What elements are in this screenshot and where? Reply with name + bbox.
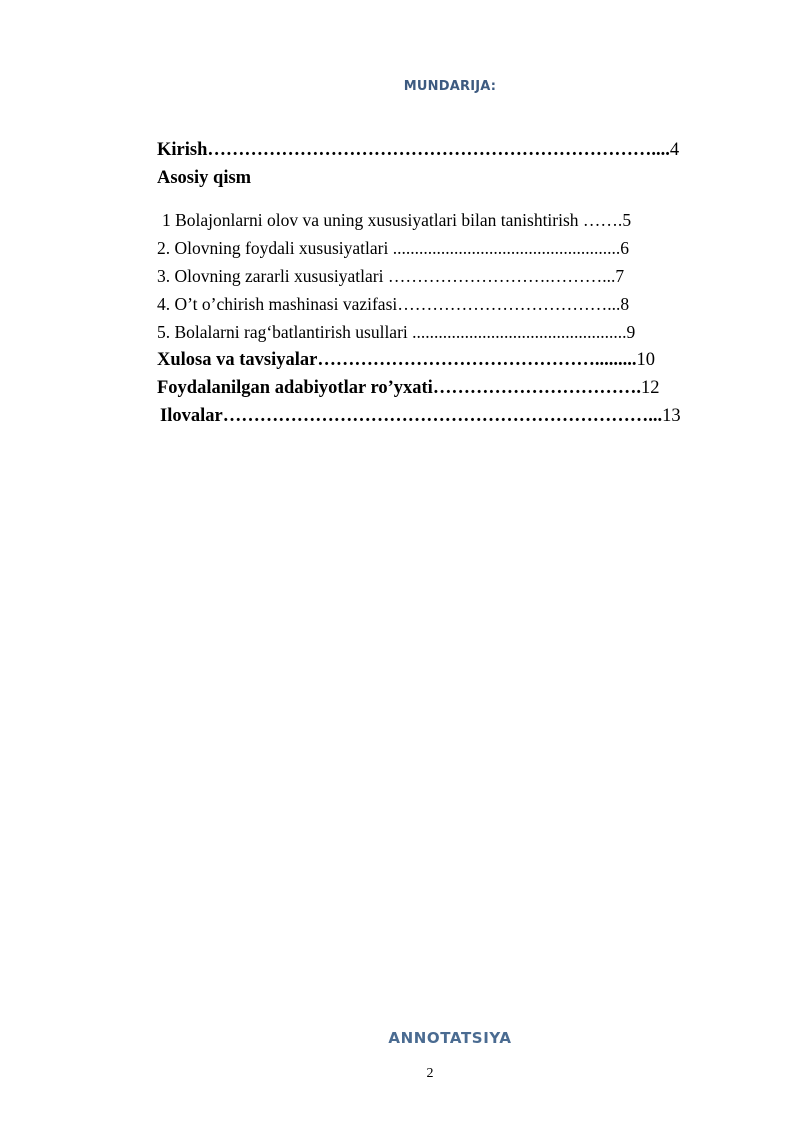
toc-entry-page: 6 [620,238,629,258]
toc-entry-title: Ilovalar……………………………………………………………... [160,406,663,426]
toc-entry-appendices [160,405,681,427]
annotation-heading: ANNOTATSIYA [388,1029,512,1047]
toc-entry-page: 4 [669,140,680,160]
toc-entry-title: 1 Bolajonlarni olov va uning xususiyatlari bilan tanishtirish ……. [162,210,623,230]
toc-entry-title: 4. O’t o’chirish mashinasi vazifasi………………………………... [157,294,621,314]
toc-entry-page: 10 [636,350,655,370]
toc-entry-2 [157,237,629,259]
toc-entry-page: 13 [662,406,681,426]
toc-entry-page: 9 [626,322,636,342]
toc-entry-title: Xulosa va tavsiyalar………………………………………......... [157,350,637,370]
toc-entry-page: 5 [622,210,632,230]
toc-entry-title: Foydalanilgan adabiyotlar ro’yxati……………………………. [157,378,641,398]
toc-entry-title: 3. Olovning zararli xususiyatlari ……………………….………... [157,266,616,286]
toc-entry-4 [157,293,629,315]
toc-entry-title: 2. Olovning foydali xususiyatlari .................................................... [157,238,621,258]
toc-entry-references [157,377,659,399]
toc-entry-5 [157,321,635,343]
toc-entry-1 [162,209,631,231]
toc-entry-introduction [157,139,679,161]
toc-entry-title: 5. Bolalarni rag‘batlantirish usullari ................................................. [157,322,627,342]
toc-entry-conclusions [157,349,655,371]
toc-heading: MUNDARIJA: [403,79,497,94]
toc-section-main-part [157,167,251,189]
toc-entry-title: Kirish……………………………………………………………….... [157,140,670,160]
page-number: 2 [426,1066,434,1081]
toc-entry-page: 12 [640,378,660,398]
toc-entry-page: 7 [615,266,625,286]
toc-entry-3 [157,265,624,287]
toc-entry-title: Asosiy qism [157,168,252,188]
toc-entry-page: 8 [620,294,630,314]
